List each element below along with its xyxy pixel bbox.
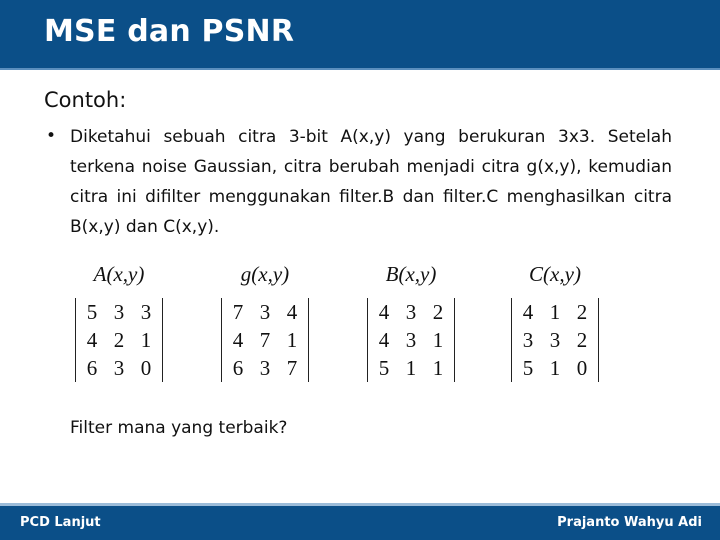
matrix-cell: 6 bbox=[232, 356, 244, 380]
matrix-cell: 3 bbox=[522, 328, 534, 352]
matrix-cell: 2 bbox=[576, 328, 588, 352]
matrix-cell: 7 bbox=[286, 356, 298, 380]
footer-bar bbox=[0, 503, 720, 540]
matrix-cell: 4 bbox=[378, 328, 390, 352]
matrix-g-label: g(x,y) bbox=[240, 262, 290, 286]
matrix-b-label: B(x,y) bbox=[385, 262, 437, 286]
matrix-cell: 4 bbox=[286, 300, 298, 324]
slide-title: MSE dan PSNR bbox=[44, 14, 295, 49]
matrix-cell: 5 bbox=[86, 300, 98, 324]
matrix-a-block bbox=[64, 262, 174, 382]
matrix-cell: 1 bbox=[549, 300, 561, 324]
matrix-cell: 3 bbox=[140, 300, 152, 324]
matrix-b bbox=[367, 298, 455, 382]
matrix-row bbox=[512, 326, 598, 354]
matrix-row bbox=[368, 298, 454, 326]
matrix-cell: 1 bbox=[549, 356, 561, 380]
matrix-g bbox=[221, 298, 309, 382]
matrix-row bbox=[368, 354, 454, 382]
matrix-cell: 2 bbox=[432, 300, 444, 324]
matrix-cell: 1 bbox=[140, 328, 152, 352]
matrix-row bbox=[76, 354, 162, 382]
matrix-cell: 1 bbox=[432, 356, 444, 380]
title-bar bbox=[0, 0, 720, 70]
matrix-cell: 3 bbox=[259, 356, 271, 380]
matrix-cell: 1 bbox=[405, 356, 417, 380]
footer-course: PCD Lanjut bbox=[20, 515, 101, 530]
matrix-cell: 1 bbox=[432, 328, 444, 352]
matrix-b-block bbox=[356, 262, 466, 382]
matrix-row bbox=[512, 354, 598, 382]
matrix-cell: 0 bbox=[140, 356, 152, 380]
matrix-c-block bbox=[500, 262, 610, 382]
matrix-row bbox=[512, 298, 598, 326]
matrix-cell: 3 bbox=[549, 328, 561, 352]
matrix-cell: 3 bbox=[405, 300, 417, 324]
problem-paragraph: Diketahui sebuah citra 3-bit A(x,y) yang berukuran 3x3. Setelah terkena noise Gaussian, citra berubah menjadi citra g(x,y), kemudian citra ini difilter menggunakan filter.B dan filter.C menghasilkan citra B(x,y) dan C(x,y). bbox=[70, 127, 672, 237]
matrix-row bbox=[76, 326, 162, 354]
matrix-cell: 1 bbox=[286, 328, 298, 352]
matrix-cell: 2 bbox=[113, 328, 125, 352]
matrix-cell: 4 bbox=[232, 328, 244, 352]
matrix-cell: 3 bbox=[405, 328, 417, 352]
bullet-marker: • bbox=[46, 126, 57, 146]
matrix-row bbox=[222, 298, 308, 326]
matrix-c-label: C(x,y) bbox=[529, 262, 581, 286]
matrix-cell: 4 bbox=[522, 300, 534, 324]
matrix-cell: 2 bbox=[576, 300, 588, 324]
matrix-a-label: A(x,y) bbox=[93, 262, 145, 286]
matrix-row bbox=[222, 354, 308, 382]
matrix-row bbox=[76, 298, 162, 326]
matrix-cell: 7 bbox=[232, 300, 244, 324]
matrix-cell: 4 bbox=[86, 328, 98, 352]
matrix-cell: 5 bbox=[378, 356, 390, 380]
matrix-cell: 3 bbox=[113, 300, 125, 324]
matrix-cell: 0 bbox=[576, 356, 588, 380]
matrix-row bbox=[222, 326, 308, 354]
footer-author: Prajanto Wahyu Adi bbox=[557, 515, 702, 530]
matrix-g-block bbox=[210, 262, 320, 382]
matrix-a bbox=[75, 298, 163, 382]
matrix-cell: 4 bbox=[378, 300, 390, 324]
matrix-cell: 6 bbox=[86, 356, 98, 380]
subheading: Contoh: bbox=[44, 88, 127, 112]
matrix-cell: 5 bbox=[522, 356, 534, 380]
matrix-row bbox=[368, 326, 454, 354]
matrix-cell: 3 bbox=[113, 356, 125, 380]
matrix-c bbox=[511, 298, 599, 382]
question-text: Filter mana yang terbaik? bbox=[70, 418, 288, 438]
matrix-cell: 3 bbox=[259, 300, 271, 324]
matrix-cell: 7 bbox=[259, 328, 271, 352]
